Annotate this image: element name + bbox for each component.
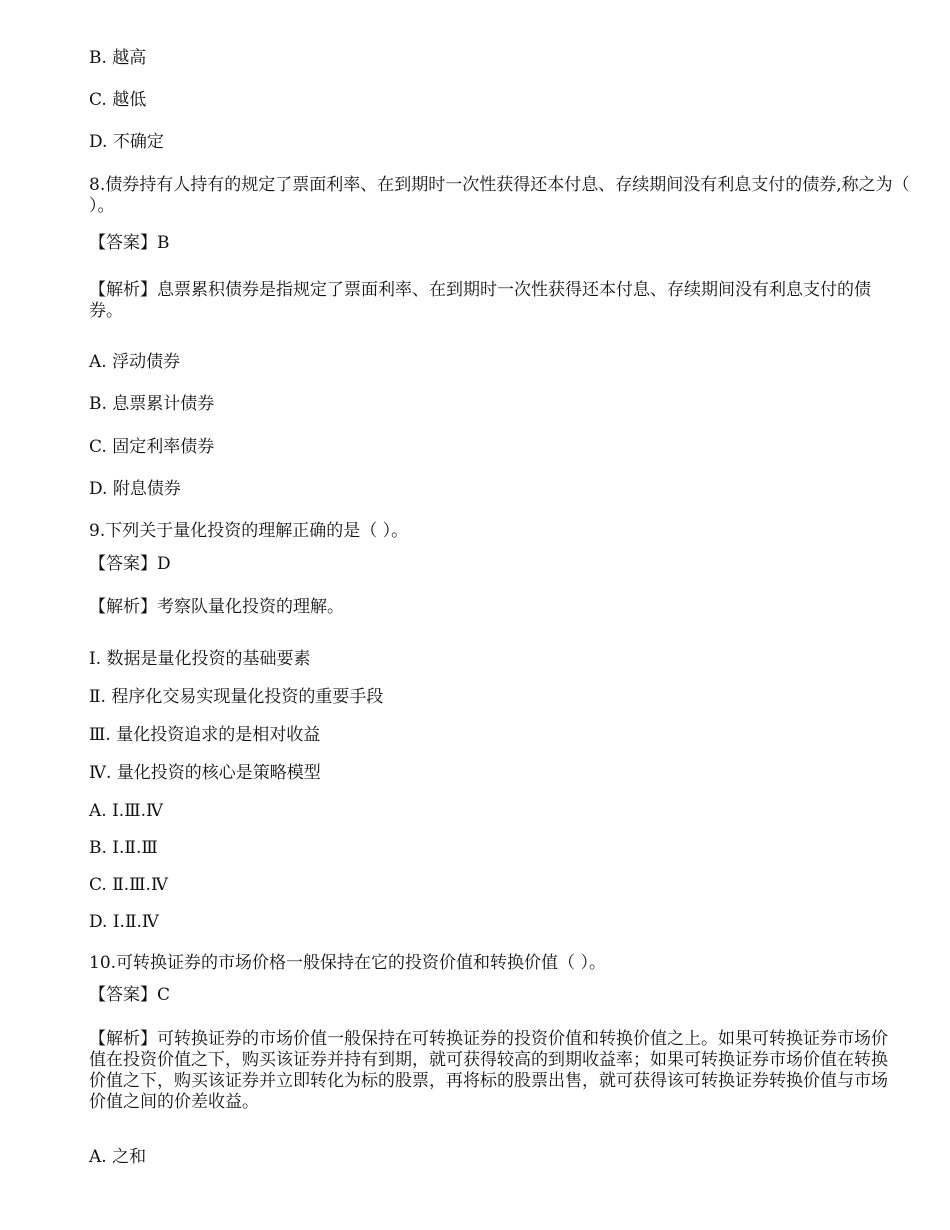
q8-option-c: C. 固定利率债券 [89, 437, 215, 457]
q8-question: 8.债券持有人持有的规定了票面利率、在到期时一次性获得还本付息、存续期间没有利息支付的债券,称之为（ ）。 [89, 175, 910, 216]
q9-option-d: D. I.Ⅱ.Ⅳ [89, 912, 159, 932]
q7-option-c: C. 越低 [89, 90, 147, 110]
q9-statement-4: Ⅳ. 量化投资的核心是策略模型 [89, 763, 321, 783]
q8-option-d: D. 附息债券 [89, 479, 181, 499]
q9-option-b: B. I.Ⅱ.Ⅲ [89, 838, 158, 858]
q9-statement-2: Ⅱ. 程序化交易实现量化投资的重要手段 [89, 687, 384, 707]
q10-answer: 【答案】C [89, 985, 171, 1005]
q9-option-c: C. Ⅱ.Ⅲ.Ⅳ [89, 875, 168, 895]
q9-answer: 【答案】D [89, 554, 171, 574]
q9-analysis: 【解析】考察队量化投资的理解。 [89, 597, 344, 617]
q10-analysis: 【解析】可转换证券的市场价值一般保持在可转换证券的投资价值和转换价值之上。如果可转换证券市场价值在投资价值之下，购买该证券并持有到期，就可获得较高的到期收益率；如果可转换证券市场价值在转换价值之下，购买该证券并立即转化为标的股票，再将标的股票出售，就可获得该可转换证券转换价值与市场价值之间的价差收益。 [89, 1029, 888, 1112]
q9-statement-3: Ⅲ. 量化投资追求的是相对收益 [89, 725, 321, 745]
q9-question: 9.下列关于量化投资的理解正确的是（ ）。 [89, 521, 409, 541]
q8-option-b: B. 息票累计债券 [89, 394, 215, 414]
q10-question: 10.可转换证券的市场价格一般保持在它的投资价值和转换价值（ ）。 [89, 953, 606, 973]
q9-statement-1: I. 数据是量化投资的基础要素 [89, 649, 311, 669]
q10-option-a: A. 之和 [89, 1147, 147, 1167]
q7-option-b: B. 越高 [89, 48, 147, 68]
q7-option-d: D. 不确定 [89, 132, 164, 152]
q9-option-a: A. I.Ⅲ.Ⅳ [89, 801, 163, 821]
q8-option-a: A. 浮动债券 [89, 352, 181, 372]
q8-answer: 【答案】B [89, 233, 170, 253]
q8-analysis: 【解析】息票累积债券是指规定了票面利率、在到期时一次性获得还本付息、存续期间没有利息支付的债券。 [89, 280, 871, 321]
